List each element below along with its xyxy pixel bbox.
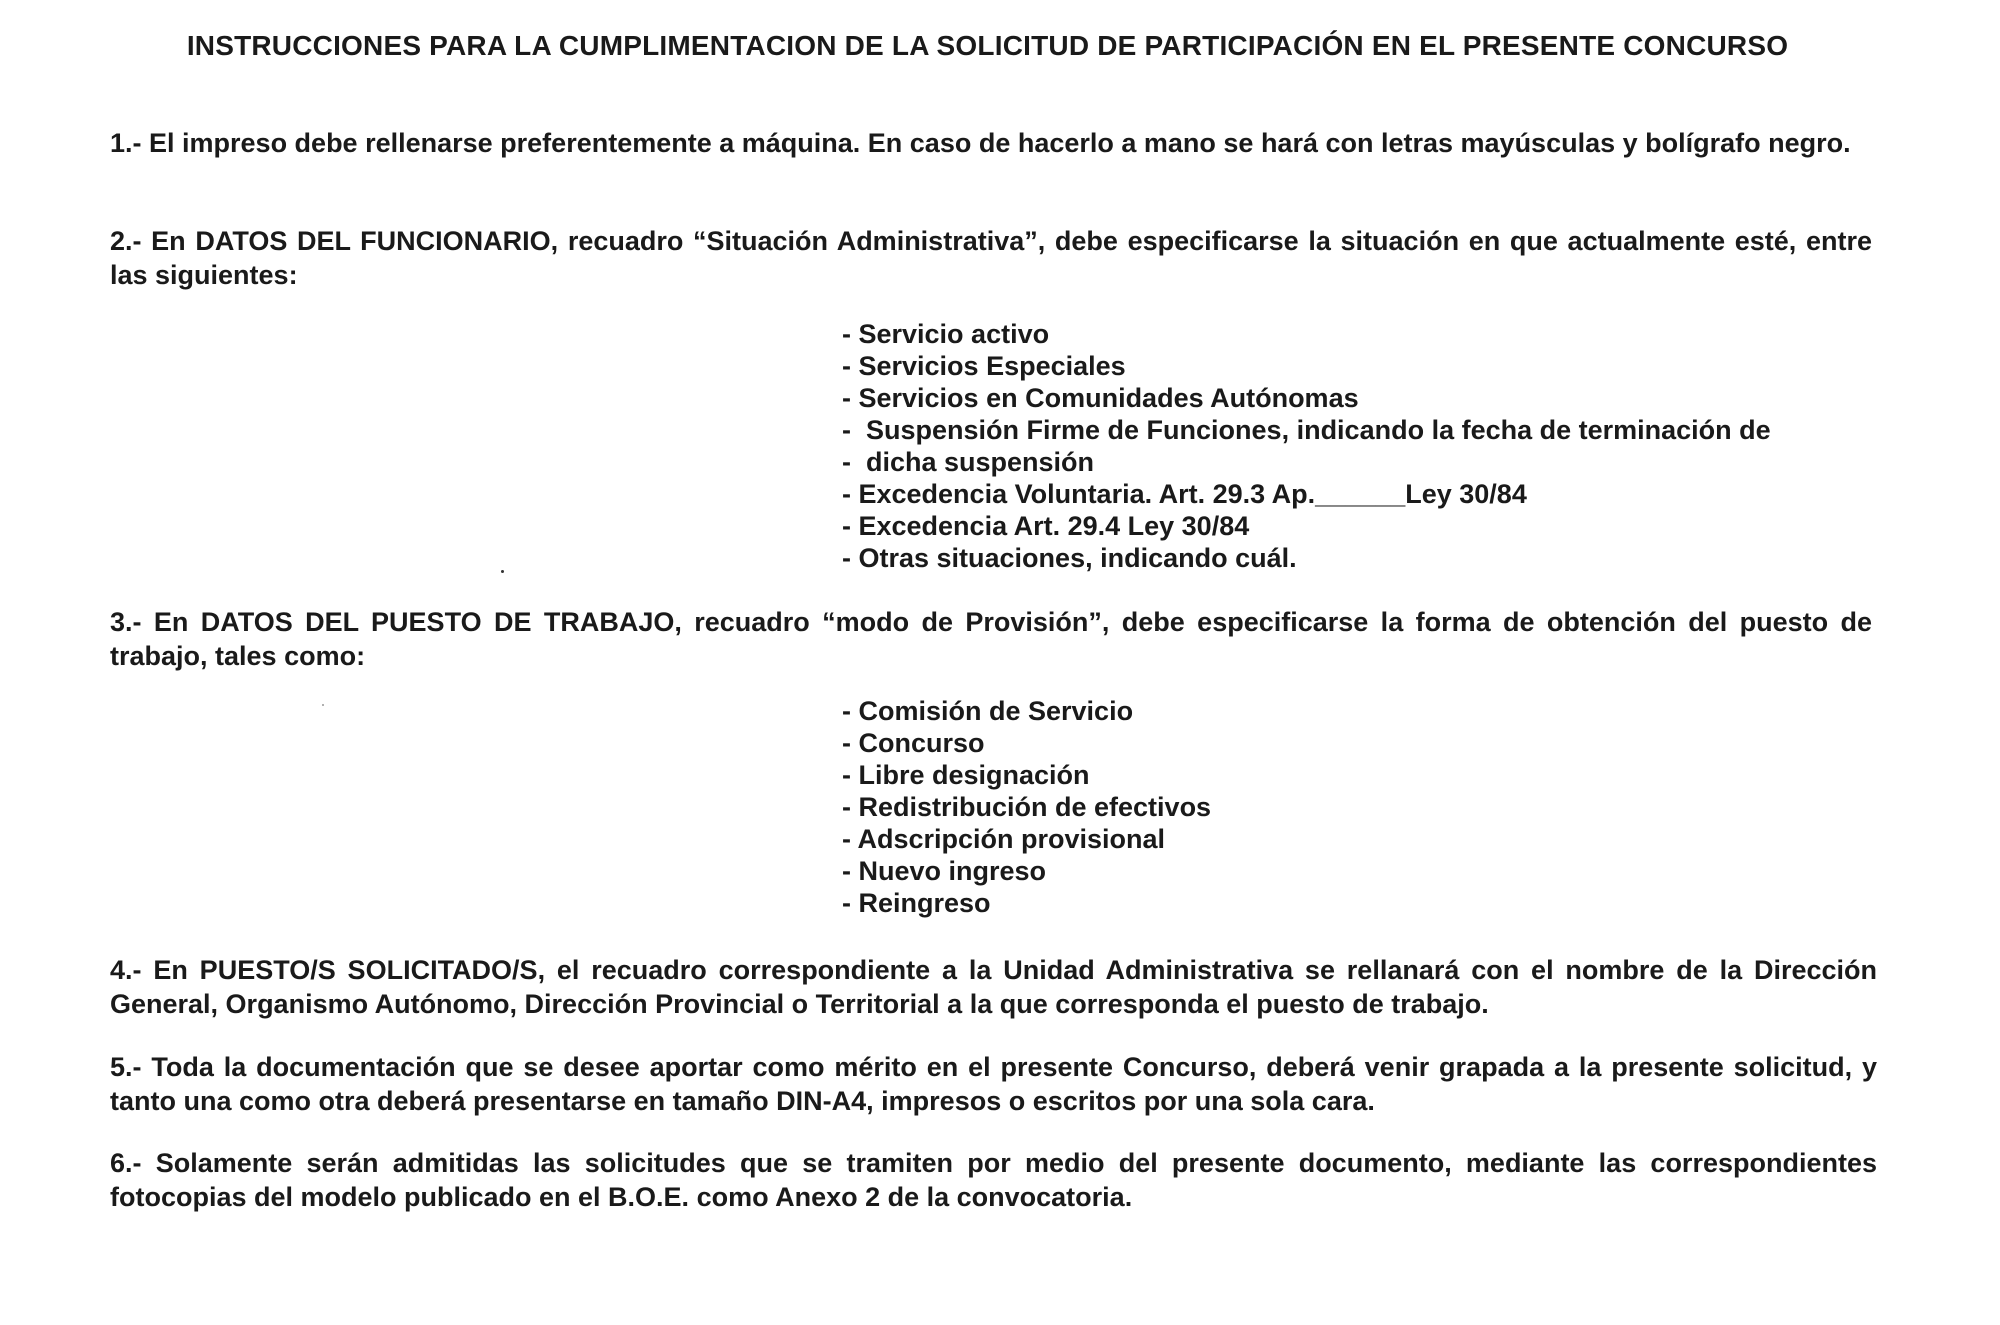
situacion-administrativa-list — [842, 318, 1771, 574]
list-item: - Servicios en Comunidades Autónomas — [842, 383, 1359, 413]
list-item: - Servicios Especiales — [842, 351, 1126, 381]
list-item: - dicha suspensión — [842, 447, 1095, 477]
list-item: - Nuevo ingreso — [842, 856, 1047, 886]
scan-speck — [501, 570, 504, 573]
list-item: - Concurso — [842, 728, 985, 758]
instruction-5: 5.- Toda la documentación que se desee aportar como mérito en el presente Concurso, deberá venir grapada a la presente solicitud, y tanto una como otra deberá presentarse en tamaño DIN-A4, impresos o escritos por una sola cara. — [110, 1052, 1877, 1116]
instruction-4: 4.- En PUESTO/S SOLICITADO/S, el recuadro correspondiente a la Unidad Administrativa se rellanará con el nombre de la Dirección General, Organismo Autónomo, Dirección Provincial o Territorial a la que corresponda el puesto de trabajo. — [110, 955, 1877, 1019]
document-title: INSTRUCCIONES PARA LA CUMPLIMENTACION DE LA SOLICITUD DE PARTICIPACIÓN EN EL PRESENTE CONCURSO — [186, 30, 1789, 61]
modo-provision-list — [842, 695, 1211, 919]
list-item: - Excedencia Voluntaria. Art. 29.3 Ap.______Ley 30/84 — [842, 479, 1527, 509]
list-item: - Suspensión Firme de Funciones, indicando la fecha de terminación de — [842, 415, 1771, 445]
instruction-1: 1.- El impreso debe rellenarse preferentemente a máquina. En caso de hacerlo a mano se hará con letras mayúsculas y bolígrafo negro. — [110, 128, 1851, 158]
instruction-3: 3.- En DATOS DEL PUESTO DE TRABAJO, recuadro “modo de Provisión”, debe especificarse la forma de obtención del puesto de trabajo, tales como: — [110, 607, 1872, 671]
scan-speck — [322, 704, 324, 706]
list-item: - Servicio activo — [842, 319, 1050, 349]
list-item: - Libre designación — [842, 760, 1090, 790]
list-item: - Reingreso — [842, 888, 991, 918]
list-item: - Comisión de Servicio — [842, 696, 1134, 726]
list-item: - Redistribución de efectivos — [842, 792, 1212, 822]
list-item: - Excedencia Art. 29.4 Ley 30/84 — [842, 511, 1250, 541]
instruction-6: 6.- Solamente serán admitidas las solicitudes que se tramiten por medio del presente documento, mediante las correspondientes fotocopias del modelo publicado en el B.O.E. como Anexo 2 de la convocatoria. — [110, 1148, 1877, 1212]
instruction-2: 2.- En DATOS DEL FUNCIONARIO, recuadro “Situación Administrativa”, debe especificarse la situación en que actualmente esté, entre las siguientes: — [110, 226, 1872, 290]
list-item: - Otras situaciones, indicando cuál. — [842, 543, 1297, 573]
list-item: - Adscripción provisional — [842, 824, 1166, 854]
